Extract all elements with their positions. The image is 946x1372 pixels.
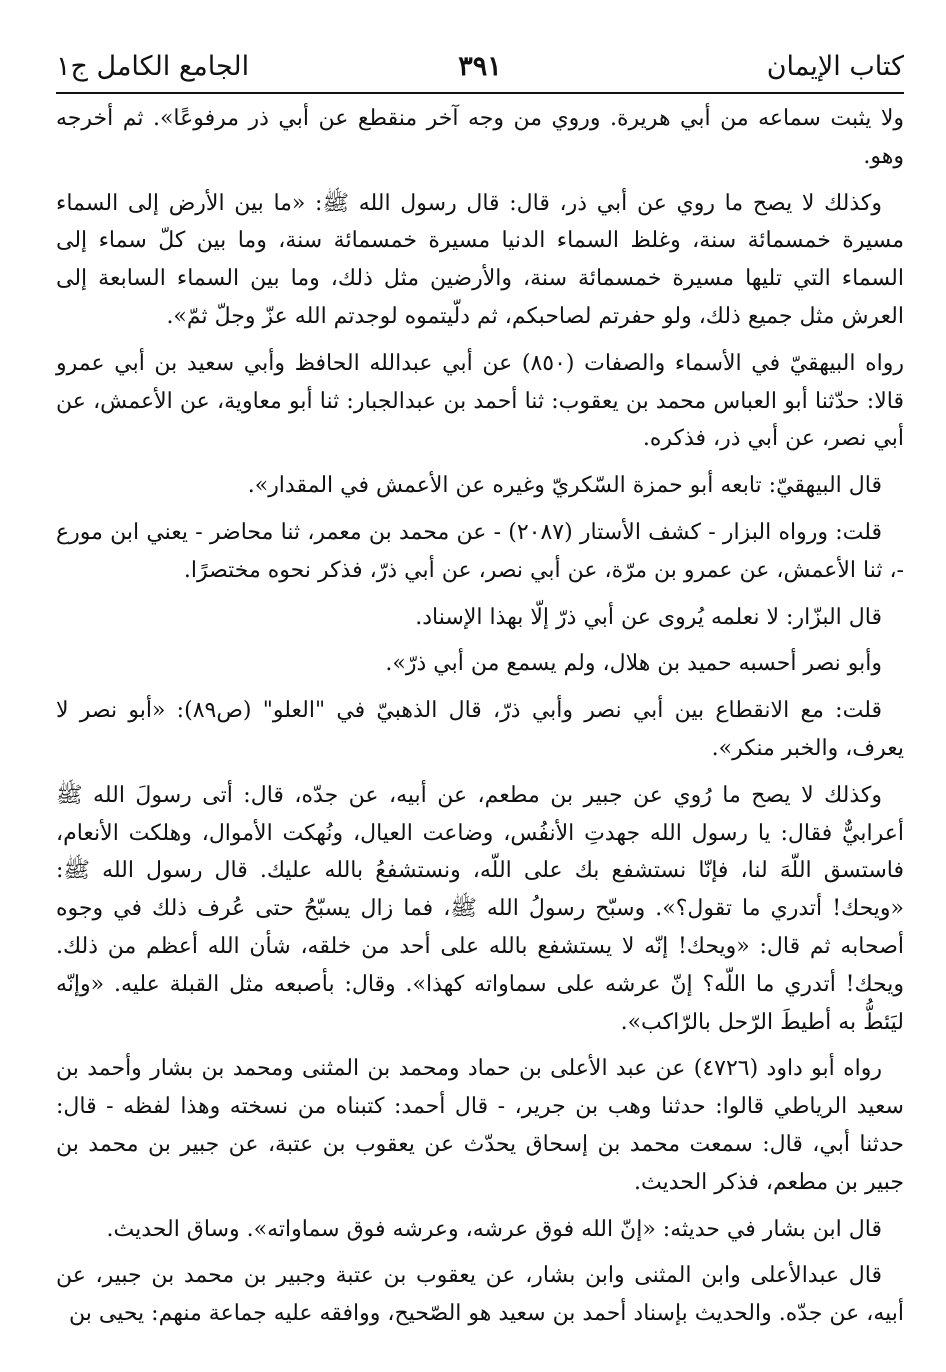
paragraph: ولا يثبت سماعه من أبي هريرة. وروي من وجه آخر منقطع عن أبي ذر مرفوعًا». ثم أخرجه وهو. [56, 106, 904, 169]
paragraph: قال عبدالأعلى وابن المثنى وابن بشار، عن يعقوب بن عتبة وجبير بن محمد بن جبير، عن أبيه، عن جدّه. والحديث بإسناد أحمد بن سعيد هو الصّحيح، ووافقه عليه جماعة منهم: يحيى بن [56, 1263, 904, 1327]
page-number: ٣٩١ [458, 51, 502, 82]
paragraph: قلت: مع الانقطاع بين أبي نصر وأبي ذرّ، قال الذهبيّ في "العلو" (ص٨٩): «أبو نصر لا يعرف، والخبر منكر». [56, 698, 904, 761]
paragraph: قال البيهقيّ: تابعه أبو حمزة السّكريّ وغيره عن الأعمش في المقدار». [247, 473, 882, 499]
paragraph: رواه أبو داود (٤٧٢٦) عن عبد الأعلى بن حماد ومحمد بن المثنى ومحمد بن بشار وأحمد بن سعيد الرياطي قالوا: حدثنا وهب بن جرير، - قال أحمد: كتبناه من نسخته وهذا لفظه - قال: حدثنا أبي، قال: سمعت محمد بن إسحاق يحدّث عن يعقوب بن عتبة، عن جبير بن محمد بن جبير بن مطعم، فذكر الحديث. [56, 1056, 904, 1195]
book-title: كتاب الإيمان [766, 51, 904, 82]
header-divider [56, 92, 904, 94]
paragraph: قلت: ورواه البزار - كشف الأستار (٢٠٨٧) - عن محمد بن معمر، ثنا محاضر - يعني ابن مورع -، ثنا الأعمش، عن عمرو بن مرّة، عن أبي نصر، عن أبي ذرّ، فذكر نحوه مختصرًا. [56, 519, 904, 583]
paragraph: رواه البيهقيّ في الأسماء والصفات (٨٥٠) عن أبي عبدالله الحافظ وأبي سعيد بن أبي عمرو قالا: حدّثنا أبو العباس محمد بن يعقوب: ثنا أحمد بن عبدالجبار: ثنا أبو معاوية، عن الأعمش، عن أبي نصر، عن أبي ذر، فذكره. [56, 350, 904, 452]
paragraph: وأبو نصر أحسبه حميد بن هلال، ولم يسمع من أبي ذرّ». [385, 651, 882, 677]
page-body [56, 100, 904, 1333]
paragraph: وكذلك لا يصح ما رُوي عن جبير بن مطعم، عن أبيه، عن جدّه، قال: أتى رسولَ الله ﷺ أعرابيٌّ فقال: يا رسول الله جهدتِ الأنفُس، وضاعت العيال، ونُهكت الأموال، وهلكت الأنعام، فاستسق اللّهَ لنا، فإنّا نستشفع بك على اللّه، ونستشفعُ بالله عليك. قال رسول الله ﷺ: «ويحك! أتدري ما تقول؟». وسبّح رسولُ الله ﷺ، فما زال يسبّحُ حتى عُرف ذلك في وجوه أصحابه ثم قال: «ويحك! إنّه لا يستشفع بالله على أحد من خلقه، شأن الله أعظم من ذلك. ويحك! أتدري ما اللّه؟ إنّ عرشه على سماواته كهذا». وقال: بأصبعه مثل القبلة عليه. «وإنّه ليَئطُّ به أطيطَ الرّحل بالرّاكب». [56, 782, 905, 1035]
paragraph: قال ابن بشار في حديثه: «إنّ الله فوق عرشه، وعرشه فوق سماواته». وساق الحديث. [106, 1216, 882, 1242]
page-header [56, 42, 904, 92]
paragraph: وكذلك لا يصح ما روي عن أبي ذر، قال: قال رسول الله ﷺ: «ما بين الأرض إلى السماء مسيرة خمسمائة سنة، وغلظ السماء الدنيا مسيرة خمسمائة سنة، وما بين كلّ سماء إلى السماء التي تليها مسيرة خمسمائة سنة، والأرضين مثل ذلك، وما بين السماء السابعة إلى العرش مثل جميع ذلك، ولو حفرتم لصاحبكم، ثم دلّيتموه لوجدتم الله عزّ وجلّ ثمّ». [56, 190, 904, 329]
paragraph: قال البزّار: لا نعلمه يُروى عن أبي ذرّ إلّا بهذا الإسناد. [415, 604, 882, 630]
book-page [56, 42, 904, 1352]
series-title: الجامع الكامل ج١ [56, 51, 250, 82]
